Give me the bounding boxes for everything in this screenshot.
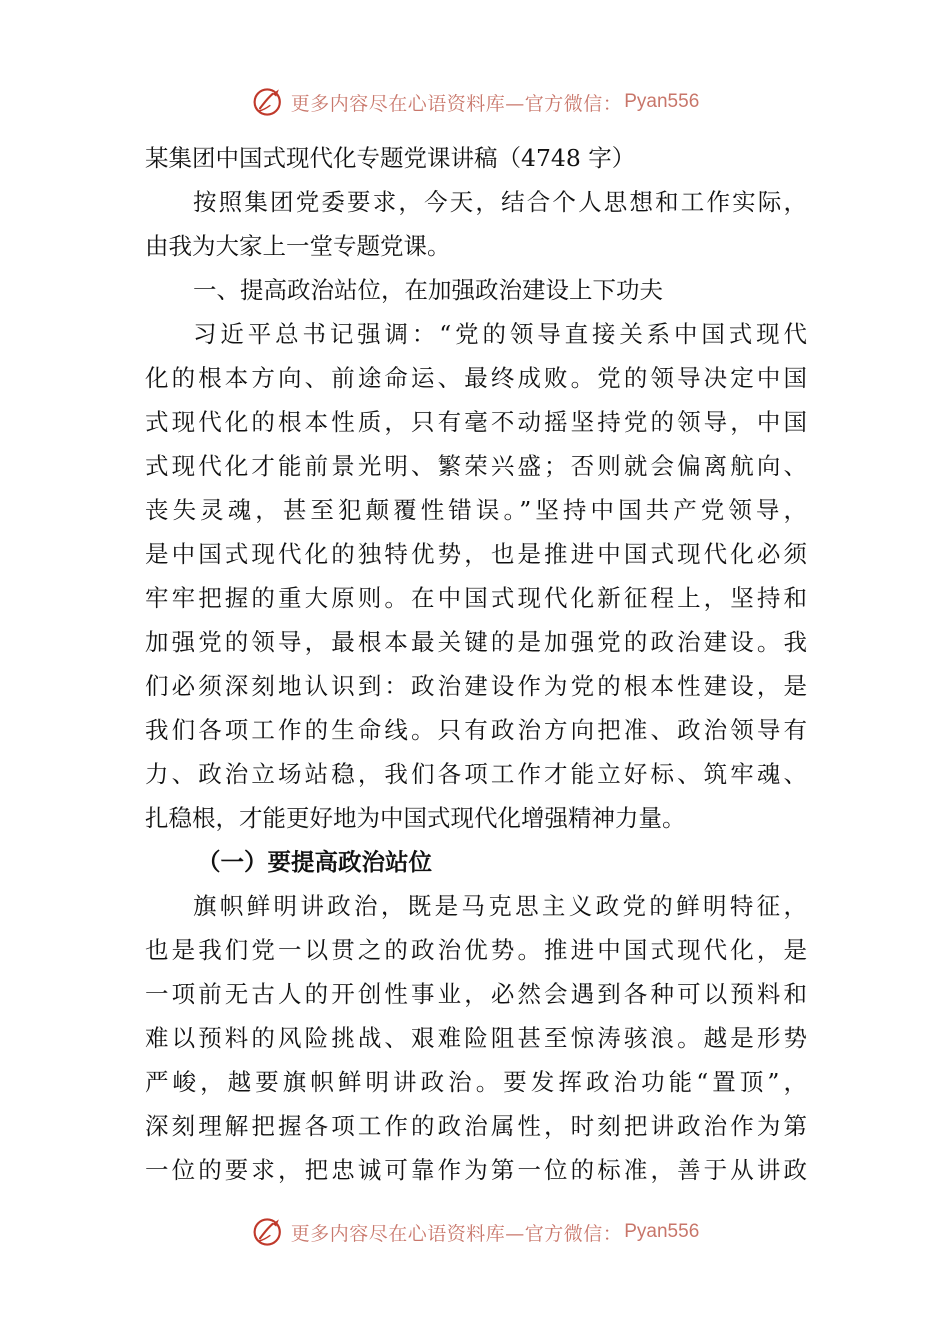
section-heading: （一）要提高政治站位 <box>197 848 432 876</box>
text-line: 按照集团党委要求，今天，结合个人思想和工作实际， <box>193 188 807 216</box>
text-line: 深刻理解把握各项工作的政治属性，时刻把讲政治作为第 <box>145 1112 807 1140</box>
text-line: 们必须深刻地认识到：政治建设作为党的根本性建设，是 <box>145 672 807 700</box>
text-line: 习近平总书记强调：“党的领导直接关系中国式现代 <box>193 320 807 348</box>
text-line: 也是我们党一以贯之的政治优势。推进中国式现代化，是 <box>145 936 807 964</box>
text-line: 扎稳根，才能更好地为中国式现代化增强精神力量。 <box>145 804 686 832</box>
watermark-text: 更多内容尽在心语资料库—官方微信： <box>290 1222 623 1245</box>
text-line: 难以预料的风险挑战、艰难险阻甚至惊涛骇浪。越是形势 <box>145 1024 807 1052</box>
text-line: 加强党的领导，最根本最关键的是加强党的政治建设。我 <box>145 628 807 656</box>
watermark-header <box>0 82 950 122</box>
text-line: 化的根本方向、前途命运、最终成败。党的领导决定中国 <box>145 364 807 392</box>
text-line: 一项前无古人的开创性事业，必然会遇到各种可以预料和 <box>145 980 807 1008</box>
watermark-wechat-id: Pyan556 <box>624 91 700 112</box>
document-title: 某集团中国式现代化专题党课讲稿（4748 字） <box>145 144 636 172</box>
text-line: 丧失灵魂，甚至犯颠覆性错误。”坚持中国共产党领导， <box>145 496 807 524</box>
watermark-text: 更多内容尽在心语资料库—官方微信： <box>290 92 623 115</box>
text-line: 严峻，越要旗帜鲜明讲政治。要发挥政治功能“置顶”， <box>145 1068 807 1096</box>
pen-logo-icon <box>251 84 287 120</box>
text-line: 牢牢把握的重大原则。在中国式现代化新征程上，坚持和 <box>145 584 807 612</box>
text-line: 式现代化才能前景光明、繁荣兴盛；否则就会偏离航向、 <box>145 452 807 480</box>
text-line: 由我为大家上一堂专题党课。 <box>145 232 451 260</box>
watermark-wechat-id: Pyan556 <box>624 1221 700 1242</box>
text-line: 力、政治立场站稳，我们各项工作才能立好标、筑牢魂、 <box>145 760 807 788</box>
text-line: 是中国式现代化的独特优势，也是推进中国式现代化必须 <box>145 540 807 568</box>
document-body <box>145 136 807 1192</box>
text-line: 一位的要求，把忠诚可靠作为第一位的标准，善于从讲政 <box>145 1156 807 1184</box>
pen-logo-icon <box>251 1214 287 1250</box>
text-line: 一、提高政治站位，在加强政治建设上下功夫 <box>193 276 663 304</box>
text-line: 我们各项工作的生命线。只有政治方向把准、政治领导有 <box>145 716 807 744</box>
text-line: 旗帜鲜明讲政治，既是马克思主义政党的鲜明特征， <box>193 892 807 920</box>
text-line: 式现代化的根本性质，只有毫不动摇坚持党的领导，中国 <box>145 408 807 436</box>
watermark-footer <box>0 1212 950 1252</box>
